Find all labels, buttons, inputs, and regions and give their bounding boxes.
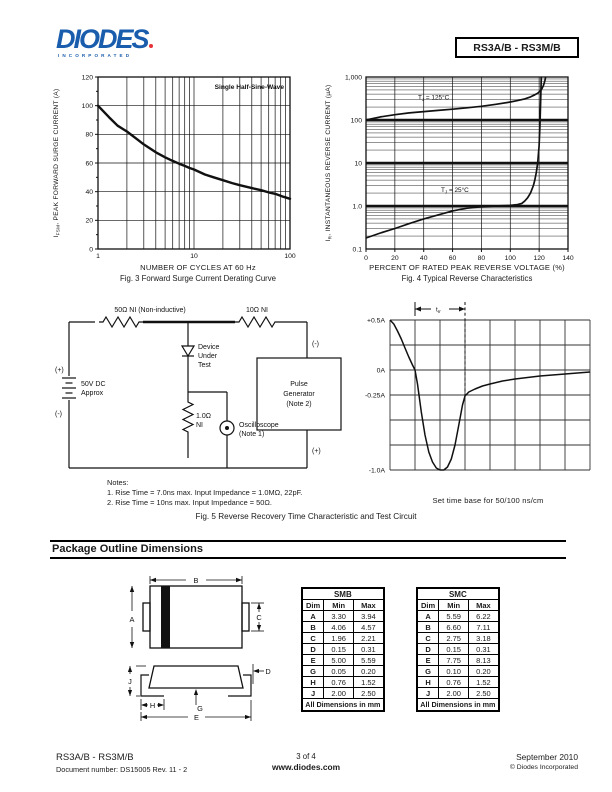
- pulse-gen-plus-label: (+): [312, 448, 321, 455]
- footer-right: [510, 752, 578, 771]
- package-body-side-view: [149, 666, 243, 688]
- svg-text:0.1: 0.1: [352, 246, 362, 254]
- svg-text:20: 20: [391, 255, 399, 262]
- svg-text:1: 1: [96, 253, 100, 260]
- svg-text:10: 10: [190, 253, 198, 260]
- smb-dimensions-table: SMB Dim Min Max A 3.30 3.94 B 4.06 4.57 C 1.96 2.21 D 0.15 0.31 E 5.00 5.59 G 0.05 0.20 H 0.76 1.52 J 2.00 2.50 All Dimensions in mm: [301, 587, 385, 712]
- svg-text:40: 40: [85, 189, 93, 197]
- svg-text:IR, INSTANTANEOUS REVERSE CURR: $I_R$, INSTANTANEOUS REVERSE CURRENT (µA): [325, 84, 333, 242]
- svg-text:140: 140: [562, 255, 574, 262]
- diodes-logo-text: DIODES: [56, 26, 153, 52]
- svg-text:60: 60: [448, 255, 457, 262]
- fig5-circuit-block: [55, 300, 355, 508]
- footer-document-number: Document number: DS15005 Rev. 11 - 2: [56, 765, 188, 774]
- dim-label-E: E: [194, 713, 199, 722]
- battery-symbol: [62, 378, 76, 398]
- svg-text:1.0: 1.0: [352, 203, 362, 211]
- svg-text:-1.0A: -1.0A: [368, 467, 385, 475]
- dim-row: H 0.76 1.52: [302, 677, 384, 688]
- fig4-reverse-characteristics-chart: [320, 70, 596, 262]
- smc-dimensions-table: SMC Dim Min Max A 5.59 6.22 B 6.60 7.11 C 2.75 3.18 D 0.15 0.31 E 7.75 8.13 G 0.10 0.20 H 0.76 1.52 J 2.00 2.50 All Dimensions in mm: [416, 587, 500, 712]
- dim-row: A 3.30 3.94: [302, 611, 384, 622]
- footer-page-number: 3 of 4: [296, 752, 316, 761]
- svg-text:40: 40: [419, 255, 428, 262]
- diode-under-test-symbol: [182, 346, 194, 356]
- svg-text:NI: NI: [196, 422, 203, 429]
- svg-text:100: 100: [350, 117, 362, 125]
- dim-label-H: H: [149, 701, 156, 710]
- footer-date: September 2010: [516, 752, 578, 762]
- svg-text:Test: Test: [198, 362, 211, 369]
- svg-text:IFSM, PEAK FORWARD SURGE CURRE: $I_{FSM}$, PEAK FORWARD SURGE CURRENT (A): [53, 88, 61, 238]
- smc-table-footer: All Dimensions in mm: [417, 699, 499, 712]
- part-number: RS3A/B - RS3M/B: [473, 41, 561, 54]
- svg-text:TJ = 25°C: $T_J = 25^\circ C$: [441, 187, 469, 195]
- dim-label-C: C: [256, 613, 262, 622]
- svg-text:100: 100: [504, 255, 516, 262]
- battery-minus-label: (-): [55, 411, 62, 418]
- smb-table-footer: All Dimensions in mm: [302, 699, 384, 712]
- right-lead: [228, 675, 251, 696]
- svg-text:0: 0: [89, 246, 93, 254]
- resistor-10ohm: [235, 317, 279, 327]
- dim-row: B 4.06 4.57: [302, 622, 384, 633]
- fig3-forward-surge-chart: [48, 70, 316, 262]
- dim-row: B 6.60 7.11: [417, 622, 499, 633]
- svg-text:Generator: Generator: [283, 391, 315, 398]
- timebase-label: Set time base for 50/100 ns/cm: [432, 496, 544, 505]
- footer-website: www.diodes.com: [271, 762, 341, 772]
- svg-text:Under: Under: [198, 353, 218, 360]
- dim-row: A 5.59 6.22: [417, 611, 499, 622]
- diodes-logo: [56, 26, 153, 58]
- battery-plus-label: (+): [55, 367, 64, 374]
- pulse-generator-label: Pulse: [290, 381, 308, 388]
- note-2: 2. Rise Time = 10ns max. Input Impedance = 50Ω.: [107, 498, 272, 507]
- dut-label: Device: [198, 344, 220, 351]
- dim-label-B: B: [193, 576, 199, 585]
- note-1: 1. Rise Time = 7.0ns max. Input Impedance = 1.0MΩ, 22pF.: [107, 488, 303, 497]
- svg-text:(Note 1): (Note 1): [239, 431, 265, 438]
- svg-text:80: 80: [477, 255, 486, 262]
- svg-text:10: 10: [354, 160, 362, 168]
- fig5-test-circuit-diagram: [55, 300, 351, 474]
- svg-text:100: 100: [284, 253, 296, 260]
- fig3-block: [48, 70, 316, 283]
- logo-red-dot-icon: [149, 44, 153, 48]
- right-terminal: [242, 603, 249, 631]
- resistor-1ohm-label: 1.0Ω: [196, 413, 211, 420]
- svg-text:20: 20: [85, 217, 93, 225]
- resistor-50ohm-label: 50Ω NI (Non-inductive): [114, 307, 186, 314]
- svg-text:-0.25A: -0.25A: [364, 392, 385, 400]
- svg-text:(Note 2): (Note 2): [286, 401, 312, 408]
- dim-row: E 5.00 5.59: [302, 655, 384, 666]
- fig3-caption: Fig. 3 Forward Surge Current Derating Curve: [120, 274, 276, 283]
- cathode-band: [161, 586, 170, 648]
- dim-label-G: G: [197, 704, 203, 713]
- reverse-recovery-waveform-chart: [340, 292, 596, 492]
- fig4-caption: Fig. 4 Typical Reverse Characteristics: [401, 274, 533, 283]
- dim-row: J 2.00 2.50: [417, 688, 499, 699]
- svg-text:Single Half-Sine-Wave: Single Half-Sine-Wave: [214, 84, 284, 91]
- svg-text:0: 0: [364, 255, 368, 262]
- dim-row: G 0.05 0.20: [302, 666, 384, 677]
- footer-copyright: © Diodes Incorporated: [509, 764, 578, 771]
- dim-row: E 7.75 8.13: [417, 655, 499, 666]
- dim-row: H 0.76 1.52: [417, 677, 499, 688]
- svg-text:trr: $t_{rr}$: [436, 306, 441, 315]
- dim-row: G 0.10 0.20: [417, 666, 499, 677]
- part-number-box: [455, 37, 579, 58]
- svg-text:+0.5A: +0.5A: [367, 317, 385, 325]
- diodes-logo-subtext: INCORPORATED: [58, 53, 133, 58]
- dim-row: D 0.15 0.31: [417, 644, 499, 655]
- dim-label-A: A: [129, 615, 135, 624]
- dim-label-J: J: [128, 677, 132, 686]
- svg-text:0A: 0A: [376, 367, 385, 375]
- left-terminal: [143, 603, 150, 631]
- svg-text:60: 60: [85, 160, 93, 168]
- dim-row: C 2.75 3.18: [417, 633, 499, 644]
- svg-text:120: 120: [81, 74, 93, 82]
- svg-text:120: 120: [533, 255, 545, 262]
- dim-row: C 1.96 2.21: [302, 633, 384, 644]
- left-lead: [141, 675, 164, 696]
- svg-text:Approx: Approx: [81, 390, 104, 397]
- fig3-xlabel: NUMBER OF CYCLES AT 60 Hz: [140, 263, 256, 272]
- smb-table-title: SMB: [302, 588, 384, 600]
- dim-label-D: D: [265, 667, 271, 676]
- smc-table-title: SMC: [417, 588, 499, 600]
- svg-text:TJ = 125°C: $T_J = 125^\circ C$: [417, 94, 450, 103]
- fig5-caption: Fig. 5 Reverse Recovery Time Characteristic and Test Circuit: [195, 512, 417, 521]
- svg-text:100: 100: [81, 103, 93, 111]
- dim-row: D 0.15 0.31: [302, 644, 384, 655]
- resistor-50ohm: [99, 317, 143, 327]
- fig4-xlabel: PERCENT OF RATED PEAK REVERSE VOLTAGE (%): [369, 263, 565, 272]
- svg-text:1,000: 1,000: [344, 74, 362, 82]
- notes-title: Notes:: [107, 478, 129, 487]
- package-outline-header: Package Outline Dimensions: [50, 540, 566, 559]
- footer-part-number: RS3A/B - RS3M/B: [56, 752, 134, 763]
- dim-row: J 2.00 2.50: [302, 688, 384, 699]
- oscilloscope-label: Oscilloscope: [239, 422, 279, 429]
- battery-voltage-label: 50V DC: [81, 381, 106, 388]
- package-outline-drawing: [112, 574, 317, 724]
- fig5-notes: [55, 478, 355, 508]
- fig4-block: [320, 70, 596, 283]
- resistor-10ohm-label: 10Ω NI: [246, 307, 268, 314]
- fig5-waveform-block: [340, 292, 596, 505]
- svg-text:80: 80: [85, 131, 93, 139]
- oscilloscope-symbol: [220, 421, 234, 435]
- resistor-1ohm: [183, 392, 193, 458]
- pulse-gen-minus-label: (-): [312, 341, 319, 348]
